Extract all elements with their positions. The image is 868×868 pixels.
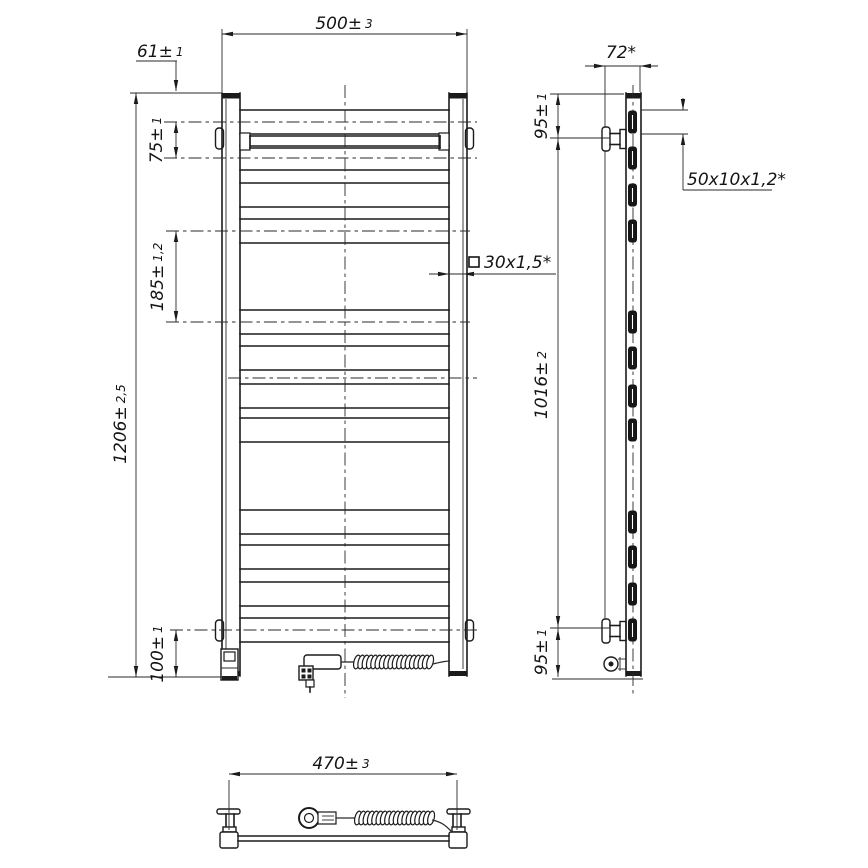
bottom-power-plug xyxy=(299,808,357,828)
bottom-cable-tail xyxy=(432,820,451,831)
dim-top-offset xyxy=(130,42,222,93)
front-cable-tail xyxy=(433,661,450,664)
side-heating-element xyxy=(604,657,626,671)
square-section-icon xyxy=(469,257,479,267)
dim-bracket-distance-label: 470± 3 xyxy=(312,754,370,774)
front-power-plug xyxy=(299,655,356,692)
dim-height-label: 1206±2,5 xyxy=(111,384,131,464)
callout-tube-profile xyxy=(429,253,556,276)
dim-depth-label: 72* xyxy=(605,43,637,63)
dim-bracket-span-label: 1016±2 xyxy=(532,350,552,420)
bottom-view xyxy=(217,754,470,848)
front-rungs xyxy=(240,110,449,642)
callout-tube-profile-label: 30x1,5* xyxy=(484,253,552,273)
front-coil xyxy=(352,654,435,669)
side-bracket-bottom xyxy=(602,619,626,643)
dim-pitch-label: 75±1 xyxy=(147,116,167,164)
dim-depth xyxy=(585,43,658,92)
dim-top-offset-label: 61± 1 xyxy=(137,42,184,62)
heating-element-box xyxy=(221,649,238,680)
dim-bottom-offset-label: 100±1 xyxy=(148,625,168,683)
dim-bracket-top-label: 95±1 xyxy=(532,92,552,140)
side-view xyxy=(532,43,786,696)
dim-width xyxy=(222,14,467,92)
dim-width-label: 500± 3 xyxy=(315,14,373,34)
dim-mid-gap-label: 185±1,2 xyxy=(148,242,168,312)
front-view xyxy=(108,14,556,698)
bottom-collector-blocks xyxy=(220,832,467,848)
bottom-coil xyxy=(353,810,436,825)
callout-rung-profile-label: 50x10x1,2* xyxy=(687,170,786,190)
dim-pitch xyxy=(147,117,178,164)
side-bracket-top xyxy=(602,127,626,151)
dim-mid-gap xyxy=(148,231,178,322)
dim-bracket-bottom-label: 95±1 xyxy=(532,628,552,676)
dim-height xyxy=(108,93,224,677)
callout-rung-profile xyxy=(641,98,786,190)
front-hanger-bar xyxy=(240,133,449,150)
dim-bottom-offset xyxy=(148,625,178,682)
side-slots xyxy=(629,111,637,641)
